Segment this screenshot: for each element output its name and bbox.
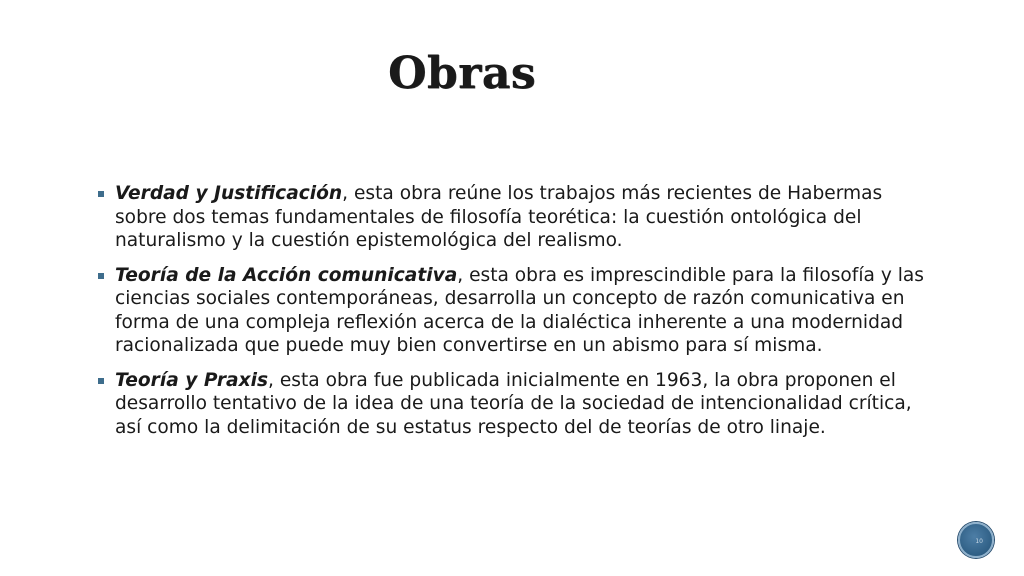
bullet-item-praxis [96, 369, 926, 440]
page-number: 10 [975, 538, 983, 545]
bullet-item-verdad [96, 182, 926, 253]
work-title: Verdad y Justificación [115, 183, 343, 204]
work-description: , esta obra fue publicada inicialmente en 1963, la obra proponen el desarrollo tentativo de la idea de una teoría de la sociedad de intencionalidad crítica, así como la delimitación de su estatus respecto del de teorías de otro linaje. [115, 369, 912, 438]
square-bullet-icon [98, 273, 104, 279]
work-title: Teoría y Praxis [115, 369, 269, 391]
bullet-item-accion [96, 264, 926, 358]
bullet-list [96, 182, 926, 450]
square-bullet-icon [98, 378, 104, 384]
square-bullet-icon [98, 191, 104, 197]
slide-title: Obras [388, 48, 537, 99]
page-number-badge [958, 522, 994, 558]
work-description: , esta obra reúne los trabajos más recientes de Habermas sobre dos temas fundamentales de filosofía teorética: la cuestión ontológica del naturalismo y la cuestión epistemológica del realismo. [115, 183, 883, 251]
work-description: , esta obra es imprescindible para la filosofía y las ciencias sociales contemporáneas, desarrolla un concepto de razón comunicativa en forma de una compleja reflexión acerca de la dialéctica inherente a una modernidad racionalizada que puede muy bien convertirse en un abismo para sí misma. [115, 264, 924, 356]
work-title: Teoría de la Acción comunicativa [115, 264, 458, 286]
